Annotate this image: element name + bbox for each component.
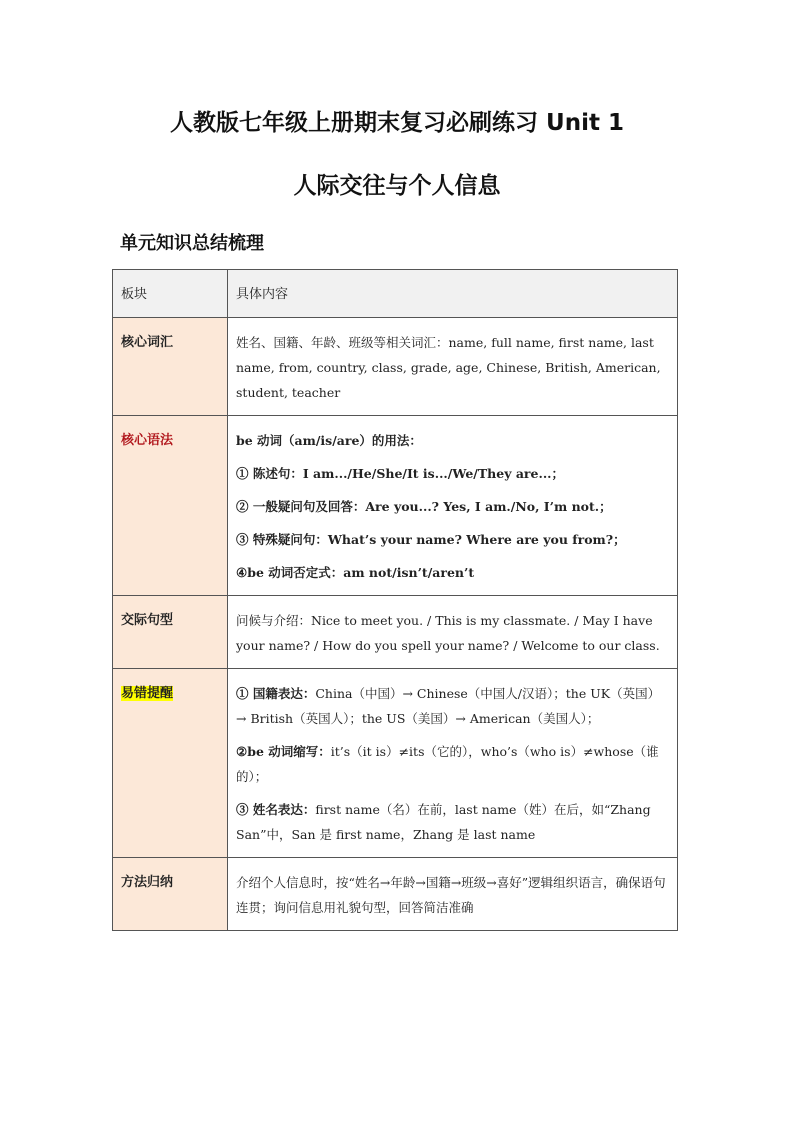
grammar-line: ② 一般疑问句及回答：Are you...? Yes, I am./No, I’m not.； [236,499,612,514]
row-label-method: 方法归纳 [113,858,228,931]
row-label-phrases: 交际句型 [113,596,228,669]
section-heading: 单元知识总结梳理 [120,233,264,254]
header-cell-section: 板块 [113,270,228,318]
mistake-text: it’s（it is）≠its（它的），who’s（who is）≠whose（谁的）； [236,744,659,784]
row-content-mistakes [228,669,678,858]
document-subtitle: 人际交往与个人信息 [293,173,501,199]
mistake-item [236,681,669,731]
grammar-line: ④be 动词否定式：am not/isn’t/aren’t [236,565,475,580]
mistake-lead: ① 国籍表达： [236,686,316,701]
mistake-text: first name（名）在前，last name（姓）在后，如“Zhang San”中，San 是 first name，Zhang 是 last name [236,802,651,842]
header-cell-content: 具体内容 [228,270,678,318]
table-row [113,669,678,858]
table-row [113,416,678,596]
mistake-text: China（中国）→ Chinese（中国人/汉语）；the UK（英国）→ British（英国人）；the US（美国）→ American（美国人）； [236,686,661,726]
row-label-mistakes [113,669,228,858]
row-content-method: 介绍个人信息时，按“姓名→年龄→国籍→班级→喜好”逻辑组织语言，确保语句连贯；询问信息用礼貌句型，回答简洁准确 [228,858,678,931]
row-content-phrases: 问候与介绍：Nice to meet you. / This is my classmate. / May I have your name? / How do you spell your name? / Welcome to our class. [228,596,678,669]
grammar-line: ① 陈述句：I am.../He/She/It is.../We/They are...； [236,466,565,481]
table-header-row [113,270,678,318]
table-row [113,318,678,416]
row-content-grammar [228,416,678,596]
row-label-grammar: 核心语法 [113,416,228,596]
highlighted-label: 易错提醒 [121,686,174,701]
mistake-lead: ③ 姓名表达： [236,802,316,817]
mistake-item [236,739,669,789]
table-row [113,858,678,931]
mistake-item [236,797,669,847]
document-title: 人教版七年级上册期末复习必刷练习 Unit 1 [170,110,624,136]
grammar-line: ③ 特殊疑问句：What’s your name? Where are you from?； [236,532,626,547]
table-row [113,596,678,669]
mistake-lead: ②be 动词缩写： [236,744,331,759]
row-content-vocab: 姓名、国籍、年龄、班级等相关词汇：name, full name, first name, last name, from, country, class, grade, age, Chinese, British, American, student, teacher [228,318,678,416]
summary-table [112,269,678,931]
grammar-line: be 动词（am/is/are）的用法： [236,433,422,448]
row-label-vocab: 核心词汇 [113,318,228,416]
